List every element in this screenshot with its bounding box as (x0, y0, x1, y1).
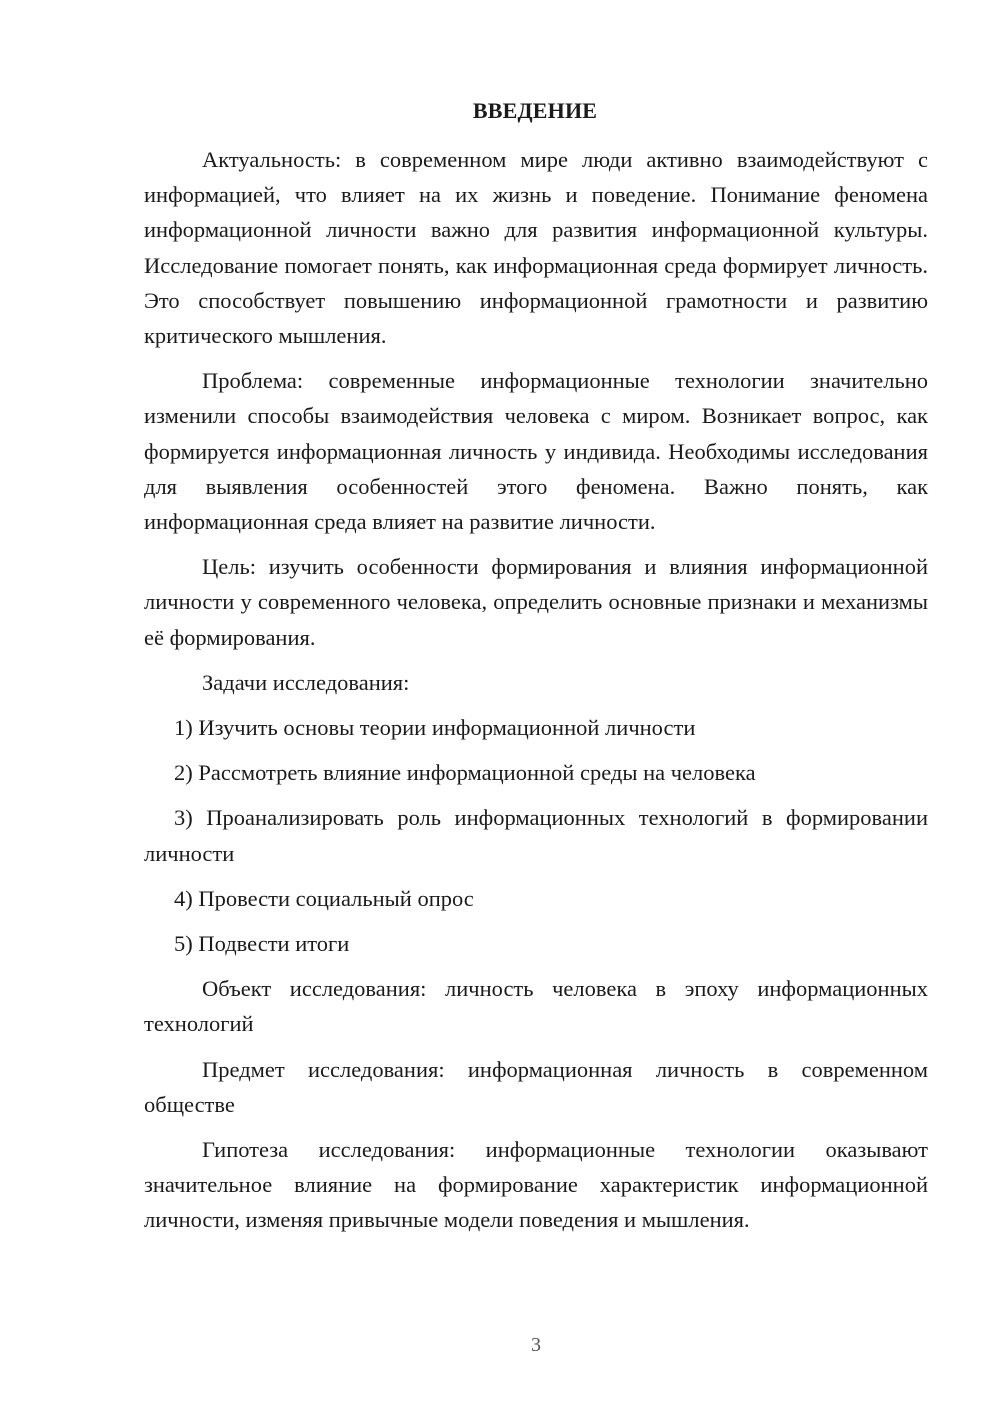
paragraph-subject: Предмет исследования: информационная личность в современном обществе (144, 1056, 928, 1117)
paragraph-object: Объект исследования: личность человека в эпоху информационных технологий (144, 976, 928, 1037)
paragraph-relevance: Актуальность: в современном мире люди активно взаимодействуют с информацией, что влияет на их жизнь и поведение. Понимание феномена информационной личности важно для развития информационной культуры. Исследование помогает понять, как информационная среда формирует личность. Это способствует повышению информационной грамотности и развитию критического мышления. (144, 147, 928, 349)
task-item-3: 3) Проанализировать роль информационных технологий в формировании личности (144, 805, 928, 866)
paragraph-goal: Цель: изучить особенности формирования и влияния информационной личности у современного человека, определить основные признаки и механизмы её формирования. (144, 554, 928, 650)
paragraph-hypothesis: Гипотеза исследования: информационные технологии оказывают значительное влияние на формирование характеристик информационной личности, изменяя привычные модели поведения и мышления. (144, 1137, 928, 1233)
page-number: 3 (531, 1334, 541, 1356)
paragraph-problem: Проблема: современные информационные технологии значительно изменили способы взаимодействия человека с миром. Возникает вопрос, как формируется информационная личность у индивида. Необходимы исследования для выявления особенностей этого феномена. Важно понять, как информационная среда влияет на развитие личности. (144, 368, 928, 535)
paragraph-tasks-heading: Задачи исследования: (202, 669, 410, 695)
document-body (144, 142, 928, 1248)
task-item-5: 5) Подвести итоги (174, 931, 350, 957)
task-item-1: 1) Изучить основы теории информационной личности (174, 715, 696, 741)
task-item-2: 2) Рассмотреть влияние информационной среды на человека (174, 760, 756, 786)
page-title: ВВЕДЕНИЕ (472, 98, 598, 123)
task-item-4: 4) Провести социальный опрос (174, 885, 474, 911)
